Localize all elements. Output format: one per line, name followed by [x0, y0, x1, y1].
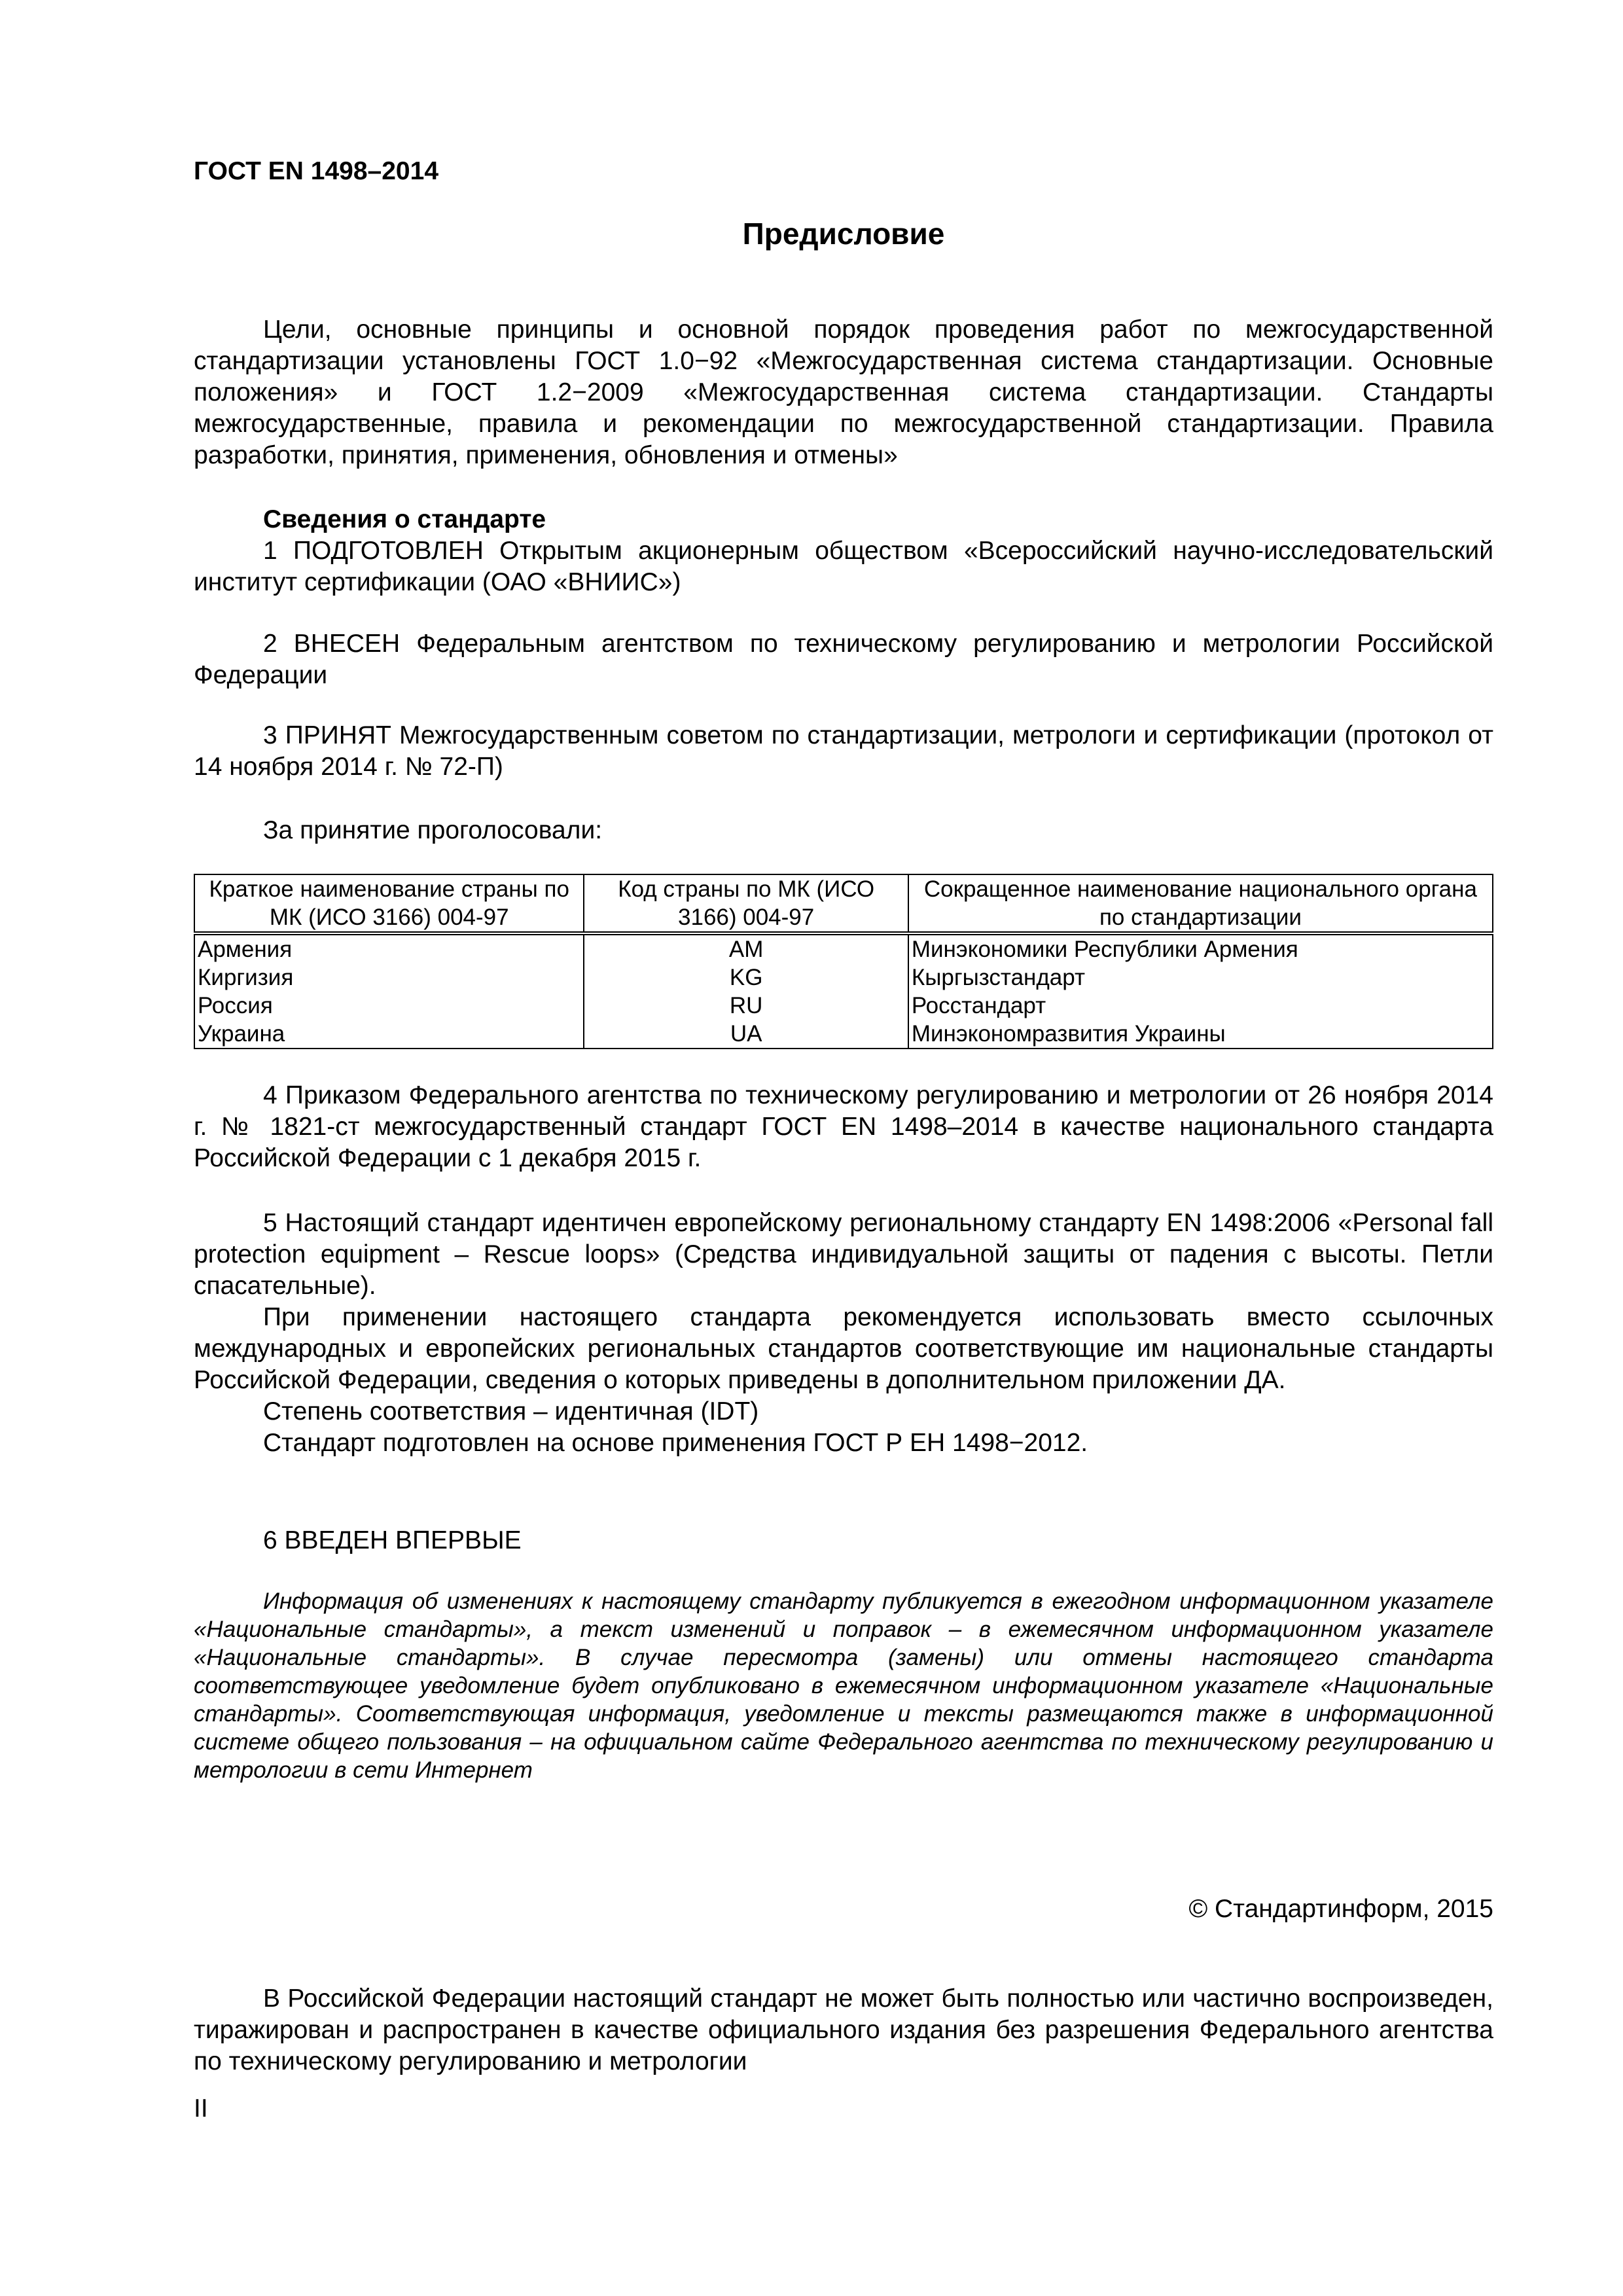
based-on-note: Стандарт подготовлен на основе применения ГОСТ Р ЕН 1498−2012. [263, 1429, 1088, 1457]
cell-code: AM [584, 933, 908, 963]
copyright-line: © Стандартинформ, 2015 [1188, 1895, 1493, 1923]
references-note: При применении настоящего стандарта рекомендуется использовать вместо ссылочных международных и европейских региональных стандартов соответствующие им национальные стандарты Российской Федерации, сведения о которых приведены в дополнительном приложении ДА. [194, 1303, 1493, 1394]
changes-notice: Информация об изменениях к настоящему стандарту публикуется в ежегодном информационном указателе «Национальные стандарты», а текст изменений и поправок – в ежемесячном информационном указателе «Национальные стандарты». В случае пересмотра (замены) или отмены настоящего стандарта соответствующее уведомление будет опубликовано в ежемесячном информационном указателе «Национальные стандарты». Соответствующая информация, уведомление и тексты размещаются также в информационной системе общего пользования – на официальном сайте Федерального агентства по техническому регулированию и метрологии в сети Интернет [194, 1588, 1493, 1783]
info-item-prepared: 1 ПОДГОТОВЛЕН Открытым акционерным обществом «Всероссийский научно-исследовательский институт сертификации (ОАО «ВНИИС») [194, 537, 1493, 596]
cell-country: Россия [194, 992, 584, 1020]
cell-code: KG [584, 963, 908, 992]
table-row [194, 992, 1493, 1020]
info-item-order: 4 Приказом Федерального агентства по техническому регулированию и метрологии от 26 ноября 2014 г. № 1821-ст межгосударственный стандарт ГОСТ EN 1498–2014 в качестве национального стандарта Российской Федерации с 1 декабря 2015 г. [194, 1081, 1493, 1172]
header-country-name: Краткое наименование страны по МК (ИСО 3166) 004-97 [194, 874, 584, 933]
cell-country: Украина [194, 1020, 584, 1049]
intro-paragraph: Цели, основные принципы и основной порядок проведения работ по межгосударственной стандартизации установлены ГОСТ 1.0−92 «Межгосударственная система стандартизации. Основные положения» и ГОСТ 1.2−2009 «Межгосударственная система стандартизации. Стандарты межгосударственные, правила и рекомендации по межгосударственной стандартизации. Правила разработки, принятия, применения, обновления и отмены» [194, 315, 1493, 469]
header-standards-body: Сокращенное наименование национального органа по стандартизации [908, 874, 1493, 933]
cell-code: RU [584, 992, 908, 1020]
identical-statement: 5 Настоящий стандарт идентичен европейскому региональному стандарту EN 1498:2006 «Personal fall protection equipment – Rescue loops» (Средства индивидуальной защиты от падения с высоты. Петли спасательные). [194, 1209, 1493, 1300]
cell-country: Армения [194, 933, 584, 963]
voted-label: За принятие проголосовали: [263, 816, 603, 844]
info-item-identical [194, 1208, 1493, 1459]
info-item-adopted: 3 ПРИНЯТ Межгосударственным советом по стандартизации, метрологи и сертификации (протокол от 14 ноября 2014 г. № 72-П) [194, 721, 1493, 781]
conformity-degree: Степень соответствия – идентичная (IDT) [263, 1397, 759, 1426]
countries-table [194, 874, 1493, 1049]
page-title: Предисловие [742, 217, 945, 251]
cell-country: Киргизия [194, 963, 584, 992]
table-header-row [194, 874, 1493, 933]
info-item-introduced: 6 ВВЕДЕН ВПЕРВЫЕ [263, 1526, 522, 1554]
cell-body: Минэкономразвития Украины [908, 1020, 1493, 1049]
page-number: II [194, 2094, 208, 2123]
cell-body: Минэкономики Республики Армения [908, 933, 1493, 963]
table-row [194, 933, 1493, 963]
standard-info-section [194, 504, 1493, 598]
countries-table-wrapper [194, 874, 1493, 1049]
table-row [194, 1020, 1493, 1049]
rights-notice: В Российской Федерации настоящий стандарт не может быть полностью или частично воспроизведен, тиражирован и распространен в качестве официального издания без разрешения Федерального агентства по техническому регулированию и метрологии [194, 1984, 1493, 2075]
cell-body: Росстандарт [908, 992, 1493, 1020]
header-country-code: Код страны по МК (ИСО 3166) 004-97 [584, 874, 908, 933]
info-item-submitted: 2 ВНЕСЕН Федеральным агентством по техническому регулированию и метрологии Российской Федерации [194, 630, 1493, 689]
standard-info-heading: Сведения о стандарте [263, 505, 546, 533]
cell-body: Кыргызстандарт [908, 963, 1493, 992]
table-row [194, 963, 1493, 992]
cell-code: UA [584, 1020, 908, 1049]
document-code: ГОСТ EN 1498–2014 [194, 157, 439, 185]
